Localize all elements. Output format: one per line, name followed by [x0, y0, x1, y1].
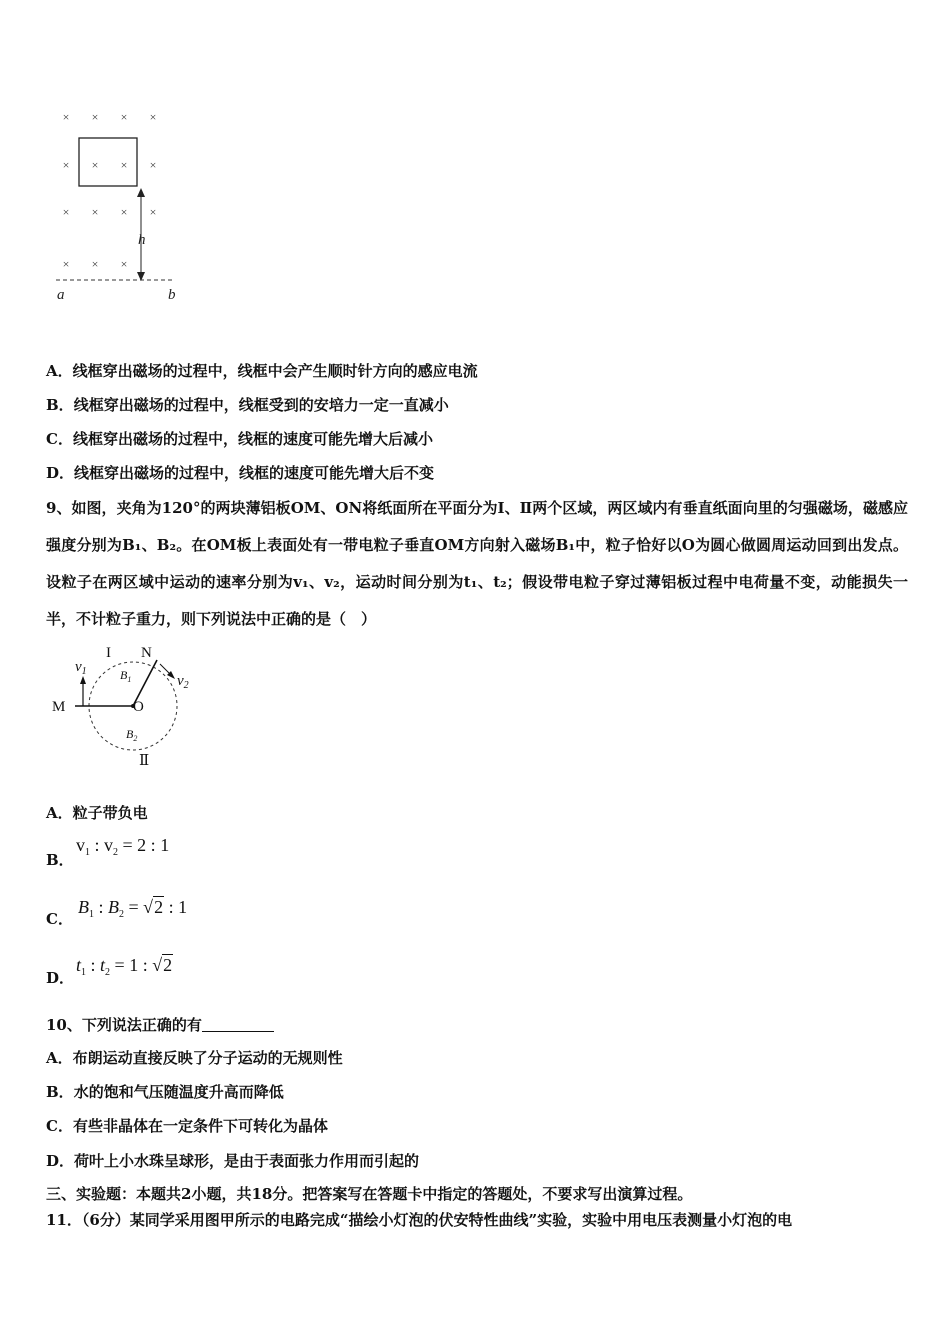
option-label: C．: [46, 1117, 73, 1135]
field-cross: ×: [62, 205, 70, 219]
label-a: a: [57, 287, 65, 303]
option-label: B．: [46, 396, 74, 414]
label-o: O: [133, 699, 144, 715]
q9-option-b-formula: $v_1$ : $v_2 = 2$ : 1: [76, 835, 170, 858]
circular-motion-figure: [48, 640, 208, 770]
field-cross: ×: [120, 158, 128, 172]
field-cross: ×: [62, 158, 70, 172]
option-text: 线框穿出磁场的过程中，线框受到的安培力一定一直减小: [73, 396, 449, 414]
option-text: 粒子带负电: [72, 804, 148, 822]
q10-option-a[interactable]: [46, 1047, 343, 1068]
q10-option-b[interactable]: [46, 1081, 284, 1102]
option-label: C．: [46, 910, 73, 928]
q9-option-a[interactable]: [46, 802, 148, 823]
q9-option-c-formula: $B_1$ : $B_2 = √2$ : 1: [78, 897, 188, 920]
field-cross: ×: [62, 110, 70, 124]
field-cross: ×: [120, 205, 128, 219]
label-region-i: I: [106, 645, 111, 661]
label-b: b: [168, 287, 176, 303]
option-text: 线框穿出磁场的过程中，线框的速度可能先增大后不变: [74, 464, 435, 482]
q10-option-c[interactable]: [46, 1115, 328, 1136]
q10-stem: [46, 1014, 274, 1035]
q9-option-b[interactable]: [46, 849, 74, 870]
q8-option-b[interactable]: [46, 394, 449, 415]
label-v2: $v_2$: [177, 673, 189, 691]
option-text: 水的饱和气压随温度升高而降低: [73, 1083, 284, 1101]
field-cross: ×: [91, 158, 99, 172]
label-b1: $B_1$: [120, 668, 132, 684]
option-label: D．: [46, 1152, 75, 1170]
arrow-head-v1: [80, 676, 86, 684]
option-text: 线框穿出磁场的过程中，线框的速度可能先增大后减小: [72, 430, 433, 448]
q9-option-c[interactable]: [46, 908, 73, 929]
field-cross: ×: [91, 205, 99, 219]
option-text: 有些非晶体在一定条件下可转化为晶体: [72, 1117, 328, 1135]
option-label: A．: [46, 804, 73, 822]
option-text: 布朗运动直接反映了分子运动的无规则性: [72, 1049, 343, 1067]
magnetic-field-figure: [40, 105, 240, 305]
field-cross: ×: [120, 110, 128, 124]
q9-option-d[interactable]: [46, 967, 74, 988]
option-label: B．: [46, 1083, 74, 1101]
section-3-heading: 三、实验题：本题共2小题，共18分。把答案写在答题卡中指定的答题处，不要求写出演算过程。: [46, 1185, 693, 1203]
label-m: M: [52, 699, 66, 715]
field-cross: ×: [120, 257, 128, 271]
q9-stem: 9、如图，夹角为120°的两块薄铝板OM、ON将纸面所在平面分为Ⅰ、Ⅱ两个区域，两区域内有垂直纸面向里的匀强磁场，磁感应强度分别为B₁、B₂。在OM板上表面处有一带电粒子垂直OM方向射入磁场B₁中，粒子恰好以O为圆心做圆周运动回到出发点。设粒子在两区域中运动的速率分别为v₁、v₂，运动时间分别为t₁、t₂；假设带电粒子穿过薄铝板过程中电荷量不变，动能损失一半，不计粒子重力，则下列说法中正确的是（ ）: [46, 499, 908, 628]
field-cross: ×: [91, 257, 99, 271]
q11-stem: 11．（6分）某同学采用图甲所示的电路完成“描绘小灯泡的伏安特性曲线”实验，实验中用电压表测量小灯泡的电: [46, 1211, 793, 1229]
option-label: A．: [46, 1049, 73, 1067]
arrow-head-up: [137, 188, 145, 197]
option-text: 荷叶上小水珠呈球形，是由于表面张力作用而引起的: [74, 1152, 420, 1170]
q9-option-d-formula: $t_1$ : $t_2 = 1$ : √2: [76, 955, 173, 978]
option-label: B．: [46, 851, 74, 869]
option-text: 线框穿出磁场的过程中，线框中会产生顺时针方向的感应电流: [72, 362, 478, 380]
height-label: h: [138, 232, 146, 248]
label-region-ii: Ⅱ: [139, 753, 150, 769]
field-cross: ×: [149, 158, 157, 172]
field-cross: ×: [149, 205, 157, 219]
q8-option-a[interactable]: [46, 360, 478, 381]
label-v1: $v_1$: [75, 659, 87, 677]
option-label: A．: [46, 362, 73, 380]
option-label: D．: [46, 969, 75, 987]
q8-option-c[interactable]: [46, 428, 433, 449]
answer-blank[interactable]: [202, 1017, 274, 1032]
wire-loop: [79, 138, 137, 186]
field-cross: ×: [149, 110, 157, 124]
q10-option-d[interactable]: [46, 1150, 419, 1171]
option-label: D．: [46, 464, 75, 482]
q8-option-d[interactable]: [46, 462, 434, 483]
option-label: C．: [46, 430, 73, 448]
q10-stem-text: 10、下列说法正确的有: [46, 1016, 202, 1034]
field-cross: ×: [91, 110, 99, 124]
label-b2: $B_2$: [126, 727, 138, 743]
label-n: N: [141, 645, 152, 661]
field-cross: ×: [62, 257, 70, 271]
